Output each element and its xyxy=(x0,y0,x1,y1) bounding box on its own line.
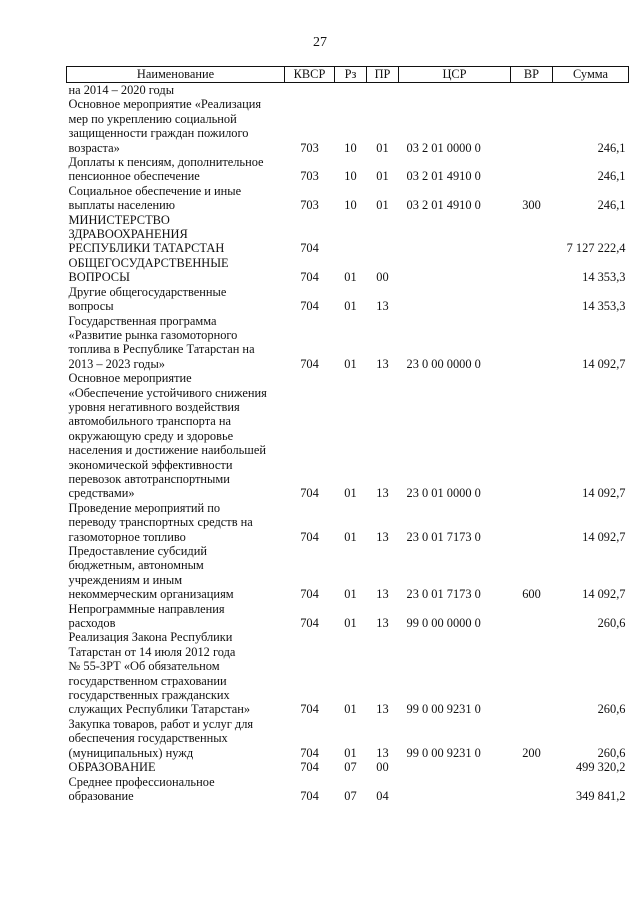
row-vr xyxy=(511,285,553,314)
row-rz: 01 xyxy=(344,587,357,602)
row-name-line: Государственная программа xyxy=(68,313,217,328)
row-pr: 01 xyxy=(376,198,389,213)
row-csr: 99 0 00 0000 0 xyxy=(406,616,481,631)
row-name-line: обеспечения государственных xyxy=(68,731,228,746)
table-body xyxy=(67,83,629,804)
row-csr xyxy=(399,760,511,774)
row-name xyxy=(67,760,285,774)
row-kvsr: 704 xyxy=(300,529,319,544)
row-name-line: автомобильного транспорта на xyxy=(68,414,231,429)
table-row xyxy=(67,184,629,213)
row-kvsr: 703 xyxy=(300,140,319,155)
row-vr xyxy=(511,760,553,774)
row-name-line: Предоставление субсидий xyxy=(68,544,207,558)
row-csr: 23 0 01 7173 0 xyxy=(406,529,481,544)
row-vr xyxy=(511,97,553,155)
row-csr: 03 2 01 4910 0 xyxy=(406,169,481,184)
row-kvsr: 704 xyxy=(300,788,319,803)
row-kvsr: 704 xyxy=(300,702,319,717)
row-name-line: Доплаты к пенсиям, дополнительное xyxy=(68,155,264,170)
row-name-line: мер по укреплению социальной xyxy=(68,111,237,126)
row-name-line: экономической эффективности xyxy=(68,457,233,472)
row-csr xyxy=(399,83,511,98)
row-name xyxy=(67,371,285,501)
row-kvsr: 704 xyxy=(300,270,319,285)
row-vr xyxy=(511,630,553,716)
row-name xyxy=(67,602,285,631)
row-csr: 23 0 01 0000 0 xyxy=(406,486,481,501)
table-row xyxy=(67,97,629,155)
row-vr xyxy=(511,501,553,544)
row-name-line: на 2014 – 2020 годы xyxy=(68,83,175,97)
header-kvsr: КВСР xyxy=(285,67,335,83)
row-name-line: топлива в Республике Татарстан на xyxy=(68,342,255,357)
row-rz: 07 xyxy=(344,788,357,803)
row-vr xyxy=(511,213,553,256)
row-sum: 246,1 xyxy=(597,140,626,155)
row-name-line: ОБРАЗОВАНИЕ xyxy=(68,760,156,775)
row-name-line: учреждениям и иным xyxy=(68,572,183,587)
row-name-line: расходов xyxy=(68,616,116,631)
row-vr: 300 xyxy=(522,198,541,213)
row-name-line: окружающую среду и здоровье xyxy=(68,428,234,443)
row-sum: 349 841,2 xyxy=(575,788,626,803)
row-name xyxy=(67,285,285,314)
row-name xyxy=(67,184,285,213)
row-pr: 13 xyxy=(376,702,389,717)
row-vr xyxy=(511,775,553,804)
row-sum: 14 092,7 xyxy=(582,356,626,371)
row-sum xyxy=(553,83,629,98)
row-sum: 7 127 222,4 xyxy=(566,241,626,256)
row-name xyxy=(67,501,285,544)
header-rz: Рз xyxy=(335,67,367,83)
row-rz: 07 xyxy=(344,760,357,775)
budget-table xyxy=(66,66,629,803)
row-rz: 01 xyxy=(344,616,357,631)
row-pr: 00 xyxy=(376,760,389,775)
row-name xyxy=(67,256,285,285)
row-kvsr: 704 xyxy=(300,616,319,631)
table-header xyxy=(67,67,629,83)
row-name-line: ОБЩЕГОСУДАРСТВЕННЫЕ xyxy=(68,255,229,270)
row-name-line: (муниципальных) нужд xyxy=(68,745,194,760)
row-pr: 13 xyxy=(376,745,389,760)
table-row xyxy=(67,630,629,716)
table-row xyxy=(67,760,629,774)
row-name-line: выплаты населению xyxy=(68,198,175,213)
row-name-line: Реализация Закона Республики xyxy=(68,630,233,645)
row-kvsr: 703 xyxy=(300,198,319,213)
row-name-line: уровня негативного воздействия xyxy=(68,399,240,414)
table-row xyxy=(67,285,629,314)
row-name-line: некоммерческим организациям xyxy=(68,587,234,602)
row-sum: 499 320,2 xyxy=(575,760,626,775)
row-rz: 01 xyxy=(344,356,357,371)
row-pr: 13 xyxy=(376,299,389,314)
row-pr: 13 xyxy=(376,587,389,602)
row-csr: 03 2 01 4910 0 xyxy=(406,198,481,213)
row-name-line: МИНИСТЕРСТВО xyxy=(68,212,170,227)
row-name-line: переводу транспортных средств на xyxy=(68,515,253,530)
header-name: Наименование xyxy=(67,67,285,83)
row-rz xyxy=(335,83,367,98)
row-vr xyxy=(511,256,553,285)
row-pr: 00 xyxy=(376,270,389,285)
row-pr xyxy=(367,83,399,98)
row-sum: 14 353,3 xyxy=(582,270,626,285)
row-pr: 01 xyxy=(376,169,389,184)
row-kvsr: 704 xyxy=(300,241,319,256)
row-sum: 246,1 xyxy=(597,198,626,213)
row-name-line: 2013 – 2023 годы» xyxy=(68,356,165,371)
row-name xyxy=(67,213,285,256)
row-name-line: Татарстан от 14 июля 2012 года xyxy=(68,644,236,659)
row-csr xyxy=(399,256,511,285)
row-kvsr: 704 xyxy=(300,760,319,775)
table-row xyxy=(67,775,629,804)
table-row xyxy=(67,717,629,760)
header-vr: ВР xyxy=(511,67,553,83)
row-name-line: Закупка товаров, работ и услуг для xyxy=(68,716,254,731)
row-name xyxy=(67,97,285,155)
row-name-line: служащих Республики Татарстан» xyxy=(68,702,251,717)
row-sum: 260,6 xyxy=(597,745,626,760)
row-pr: 04 xyxy=(376,788,389,803)
row-kvsr xyxy=(285,83,335,98)
row-name-line: перевозок автотранспортными xyxy=(68,471,230,486)
row-name-line: государственном страховании xyxy=(68,673,227,688)
row-name-line: возраста» xyxy=(68,140,120,155)
row-sum: 14 092,7 xyxy=(582,529,626,544)
row-sum: 260,6 xyxy=(597,702,626,717)
row-name xyxy=(67,630,285,716)
row-name-line: РЕСПУБЛИКИ ТАТАРСТАН xyxy=(68,241,225,256)
row-kvsr: 704 xyxy=(300,486,319,501)
row-sum: 14 092,7 xyxy=(582,486,626,501)
table-row xyxy=(67,256,629,285)
row-rz: 01 xyxy=(344,745,357,760)
row-name-line: ЗДРАВООХРАНЕНИЯ xyxy=(68,227,188,242)
table-row xyxy=(67,314,629,372)
row-name xyxy=(67,314,285,372)
row-rz: 10 xyxy=(344,140,357,155)
row-sum: 14 092,7 xyxy=(582,587,626,602)
row-kvsr: 704 xyxy=(300,356,319,371)
row-pr: 13 xyxy=(376,616,389,631)
row-csr: 23 0 01 7173 0 xyxy=(406,587,481,602)
row-csr xyxy=(399,213,511,256)
row-pr: 13 xyxy=(376,356,389,371)
row-rz: 10 xyxy=(344,198,357,213)
row-name-line: Среднее профессиональное xyxy=(68,774,215,789)
table-row xyxy=(67,155,629,184)
header-sum: Сумма xyxy=(553,67,629,83)
row-name-line: государственных гражданских xyxy=(68,688,230,703)
row-name xyxy=(67,83,285,98)
row-vr: 600 xyxy=(522,587,541,602)
row-name xyxy=(67,544,285,602)
row-name-line: газомоторное топливо xyxy=(68,529,186,544)
row-name-line: ВОПРОСЫ xyxy=(68,270,130,285)
row-sum: 246,1 xyxy=(597,169,626,184)
row-name-line: образование xyxy=(68,788,134,803)
table-row xyxy=(67,83,629,98)
row-name-line: № 55-ЗРТ «Об обязательном xyxy=(68,659,220,674)
table-row xyxy=(67,213,629,256)
row-rz: 01 xyxy=(344,299,357,314)
row-rz: 01 xyxy=(344,529,357,544)
header-csr: ЦСР xyxy=(399,67,511,83)
table-row xyxy=(67,371,629,501)
row-vr xyxy=(511,371,553,501)
page-number: 27 xyxy=(313,35,327,50)
row-name-line: Проведение мероприятий по xyxy=(68,500,221,515)
row-rz: 10 xyxy=(344,169,357,184)
row-csr: 23 0 00 0000 0 xyxy=(406,356,481,371)
row-name-line: Другие общегосударственные xyxy=(68,284,227,299)
row-pr xyxy=(367,213,399,256)
row-name-line: Основное мероприятие «Реализация xyxy=(68,97,262,112)
row-csr xyxy=(399,775,511,804)
row-name xyxy=(67,717,285,760)
row-name-line: бюджетным, автономным xyxy=(68,558,204,573)
table-row xyxy=(67,602,629,631)
row-rz: 01 xyxy=(344,702,357,717)
row-vr xyxy=(511,314,553,372)
row-kvsr: 704 xyxy=(300,745,319,760)
row-name-line: населения и достижение наибольшей xyxy=(68,443,266,458)
row-pr: 13 xyxy=(376,486,389,501)
table-row xyxy=(67,501,629,544)
row-rz: 01 xyxy=(344,486,357,501)
row-name-line: защищенности граждан пожилого xyxy=(68,126,249,141)
row-csr: 99 0 00 9231 0 xyxy=(406,745,481,760)
row-kvsr: 704 xyxy=(300,299,319,314)
row-name-line: Непрограммные направления xyxy=(68,601,225,616)
row-name-line: «Развитие рынка газомоторного xyxy=(68,327,238,342)
row-vr: 200 xyxy=(522,745,541,760)
row-vr xyxy=(511,602,553,631)
row-vr xyxy=(511,155,553,184)
row-rz: 01 xyxy=(344,270,357,285)
row-pr: 01 xyxy=(376,140,389,155)
row-name-line: средствами» xyxy=(68,486,135,501)
row-name-line: Социальное обеспечение и иные xyxy=(68,183,242,198)
row-csr xyxy=(399,285,511,314)
row-csr: 03 2 01 0000 0 xyxy=(406,140,481,155)
row-vr xyxy=(511,83,553,98)
row-name xyxy=(67,775,285,804)
header-pr: ПР xyxy=(367,67,399,83)
row-sum: 260,6 xyxy=(597,616,626,631)
row-csr: 99 0 00 9231 0 xyxy=(406,702,481,717)
row-rz xyxy=(335,213,367,256)
row-pr: 13 xyxy=(376,529,389,544)
row-name-line: пенсионное обеспечение xyxy=(68,169,200,184)
row-sum: 14 353,3 xyxy=(582,299,626,314)
row-name-line: вопросы xyxy=(68,299,114,314)
row-kvsr: 704 xyxy=(300,587,319,602)
row-name-line: «Обеспечение устойчивого снижения xyxy=(68,385,267,400)
row-name-line: Основное мероприятие xyxy=(68,371,192,386)
row-name xyxy=(67,155,285,184)
row-kvsr: 703 xyxy=(300,169,319,184)
table-row xyxy=(67,544,629,602)
